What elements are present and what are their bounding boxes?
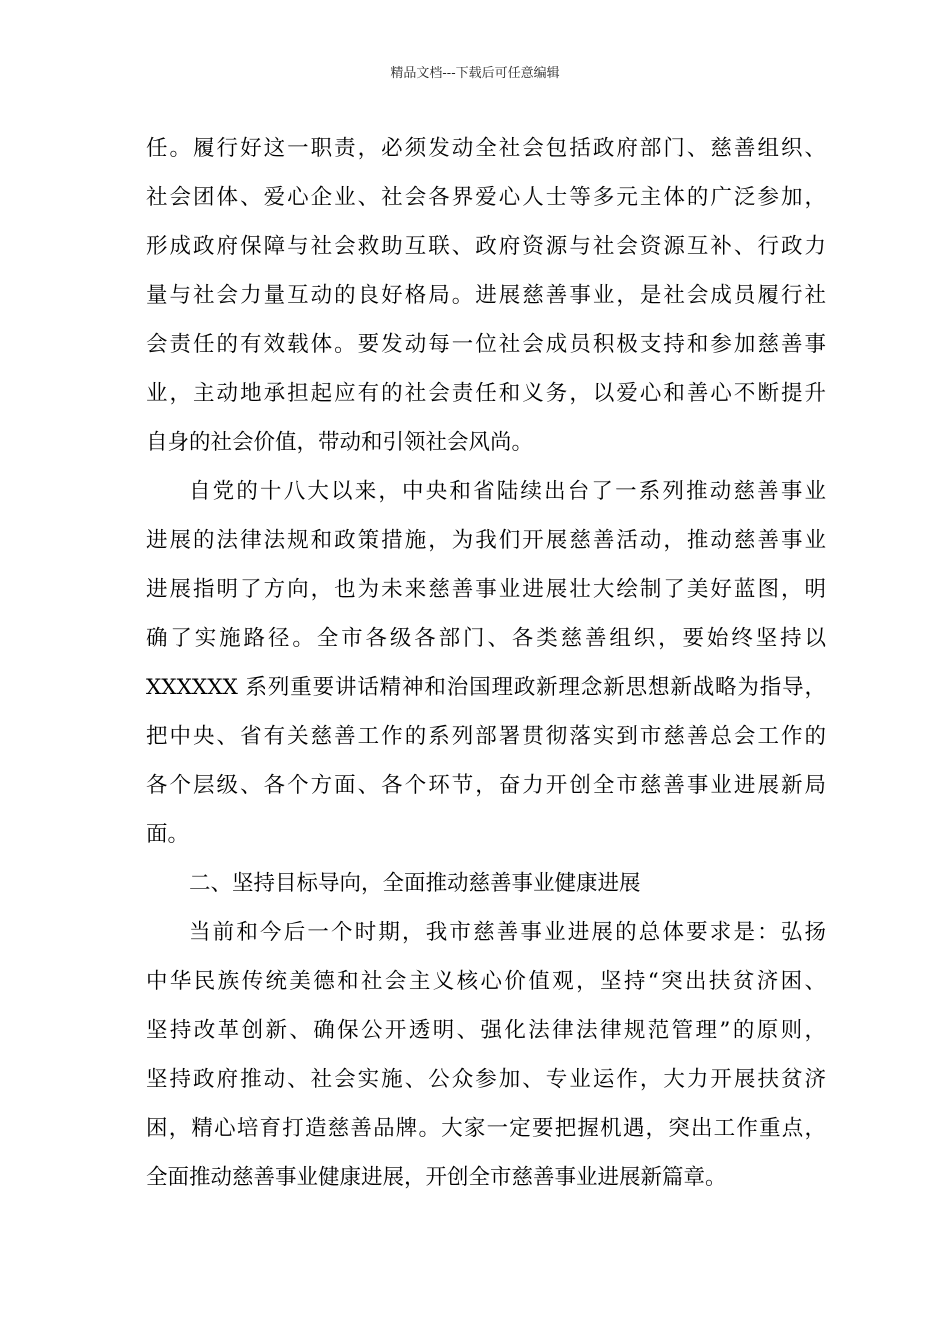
section-heading-text: 二、坚持目标导向，全面推动慈善事业健康进展 bbox=[189, 871, 641, 896]
text-line: XXXXXX 系列重要讲话精神和治国理政新理念新思想新战略为指导， bbox=[146, 675, 826, 700]
text-line: 进展的法律法规和政策措施，为我们开展慈善活动，推动慈善事业 bbox=[146, 528, 826, 553]
text-line: 把中央、省有关慈善工作的系列部署贯彻落实到市慈善总会工作的 bbox=[146, 724, 826, 749]
paragraph-1 bbox=[146, 124, 826, 467]
text-line: 困，精心培育打造慈善品牌。大家一定要把握机遇，突出工作重点， bbox=[146, 1116, 826, 1141]
text-line: 坚持政府推动、社会实施、公众参加、专业运作，大力开展扶贫济 bbox=[146, 1067, 826, 1092]
paragraph-4 bbox=[146, 908, 826, 1202]
text-line: 坚持改革创新、确保公开透明、强化法律法律规范管理”的原则， bbox=[146, 1018, 826, 1043]
text-line: 自党的十八大以来，中央和省陆续出台了一系列推动慈善事业 bbox=[189, 479, 826, 504]
text-line: 进展指明了方向，也为未来慈善事业进展壮大绘制了美好蓝图，明 bbox=[146, 577, 826, 602]
text-line: 任。履行好这一职责，必须发动全社会包括政府部门、慈善组织、 bbox=[146, 136, 826, 161]
text-line: 中华民族传统美德和社会主义核心价值观，坚持“突出扶贫济困、 bbox=[146, 969, 826, 994]
text-line: 会责任的有效载体。要发动每一位社会成员积极支持和参加慈善事 bbox=[146, 332, 826, 357]
text-line: 自身的社会价值，带动和引领社会风尚。 bbox=[146, 430, 534, 455]
document-body bbox=[146, 124, 826, 1202]
text-line: 全面推动慈善事业健康进展，开创全市慈善事业进展新篇章。 bbox=[146, 1165, 727, 1190]
text-line: 业，主动地承担起应有的社会责任和义务，以爱心和善心不断提升 bbox=[146, 381, 826, 406]
page-header: 精品文档---下载后可任意编辑 bbox=[390, 66, 560, 81]
paragraph-2 bbox=[146, 467, 826, 859]
section-heading bbox=[146, 859, 826, 908]
text-line: 面。 bbox=[146, 822, 190, 847]
text-line: 各个层级、各个方面、各个环节，奋力开创全市慈善事业进展新局 bbox=[146, 773, 826, 798]
text-line: 量与社会力量互动的良好格局。进展慈善事业，是社会成员履行社 bbox=[146, 283, 826, 308]
text-line: 社会团体、爱心企业、社会各界爱心人士等多元主体的广泛参加， bbox=[146, 185, 826, 210]
text-line: 确了实施路径。全市各级各部门、各类慈善组织，要始终坚持以 bbox=[146, 626, 826, 651]
text-line: 当前和今后一个时期，我市慈善事业进展的总体要求是：弘扬 bbox=[189, 920, 826, 945]
text-line: 形成政府保障与社会救助互联、政府资源与社会资源互补、行政力 bbox=[146, 234, 826, 259]
